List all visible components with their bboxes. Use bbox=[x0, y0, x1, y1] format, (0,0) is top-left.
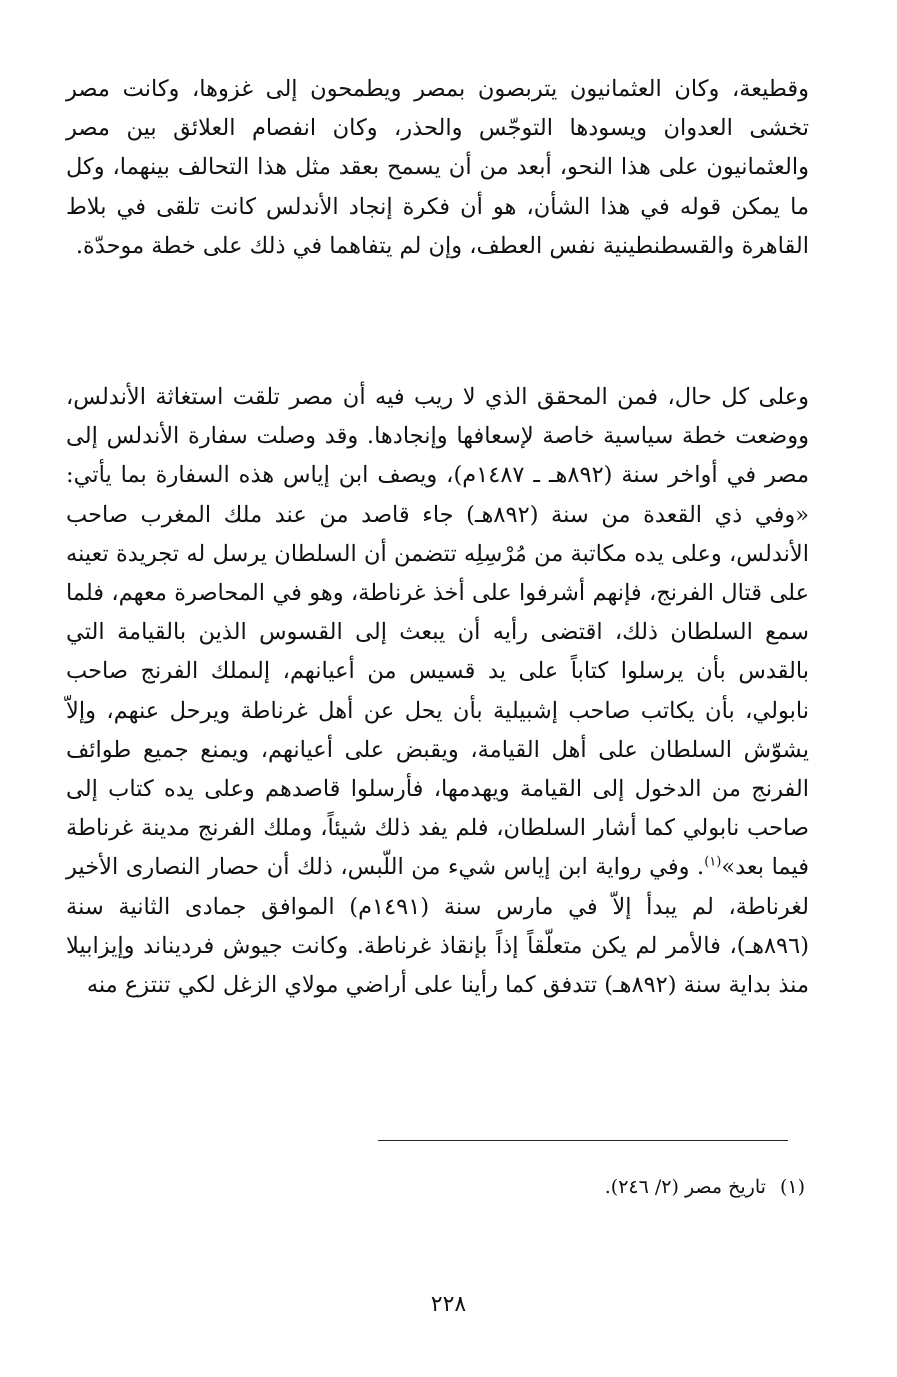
paragraph-2 bbox=[66, 378, 809, 1005]
paragraph-2-text-after-ref: . وفي رواية ابن إياس شيء من اللّبس، ذلك أن حصار النصارى الأخير لغرناطة، لم يبدأ إلاّ في مارس سنة (١٤٩١م) الموافق جمادى الثانية سنة (٨٩٦هـ)، فالأمر لم يكن متعلّقاً إذاً بإنقاذ غرناطة. وكانت جيوش فرديناند وإيزابيلا منذ بداية سنة (٨٩٢هـ) تتدفق كما رأينا على أراضي مولاي الزغل لكي تنتزع منه bbox=[66, 854, 809, 999]
paragraph-1: وقطيعة، وكان العثمانيون يتربصون بمصر ويطمحون إلى غزوها، وكانت مصر تخشى العدوان ويسودها التوجّس والحذر، وكان انفصام العلائق بين مصر والعثمانيون على هذا النحو، أبعد من أن يسمح بعقد مثل هذا التحالف بينهما، وكل ما يمكن قوله في هذا الشأن، هو أن فكرة إنجاد الأندلس كانت تلقى في بلاط القاهرة والقسطنطينية نفس العطف، وإن لم يتفاهما في ذلك على خطة موحدّة. bbox=[66, 76, 809, 259]
footnote-number: (١) bbox=[779, 1176, 805, 1198]
footnote-reference: (١) bbox=[704, 854, 722, 870]
footnote-text: تاريخ مصر (٢/ ٢٤٦). bbox=[604, 1176, 766, 1198]
paragraph-2-text-before-ref: وعلى كل حال، فمن المحقق الذي لا ريب فيه أن مصر تلقت استغاثة الأندلس، ووضعت خطة سياسية خاصة لإسعافها وإنجادها. وقد وصلت سفارة الأندلس إلى مصر في أواخر سنة (٨٩٢هـ ـ ١٤٨٧م)، ويصف ابن إياس هذه السفارة بما يأتي: «وفي ذي القعدة من سنة (٨٩٢هـ) جاء قاصد من عند ملك المغرب صاحب الأندلس، وعلى يده مكاتبة من مُرْسِلِه تتضمن أن السلطان يرسل له تجريدة تعينه على قتال الفرنج، فإنهم أشرفوا على أخذ غرناطة، وهو في المحاصرة معهم، فلما سمع السلطان ذلك، اقتضى رأيه أن يبعث إلى القسوس الذين بالقيامة التي بالقدس بأن يرسلوا كتاباً على يد قسيس من أعيانهم، إلىملك الفرنج صاحب نابولي، بأن يكاتب صاحب إشبيلية بأن يحل عن أهل غرناطة ويرحل عنهم، وإلاّ يشوّش السلطان على أهل القيامة، ويقبض على أعيانهم، ويمنع جميع طوائف الفرنج من الدخول إلى القيامة ويهدمها، فأرسلوا قاصدهم وعلى يده كتاب إلى صاحب نابولي كما أشار السلطان، فلم يفد ذلك شيئاً، وملك الفرنج مدينة غرناطة فيما بعد» bbox=[66, 384, 809, 881]
page-number: ٢٢٨ bbox=[430, 1292, 467, 1317]
footnote bbox=[605, 1172, 805, 1202]
footnote-divider bbox=[378, 1140, 788, 1141]
